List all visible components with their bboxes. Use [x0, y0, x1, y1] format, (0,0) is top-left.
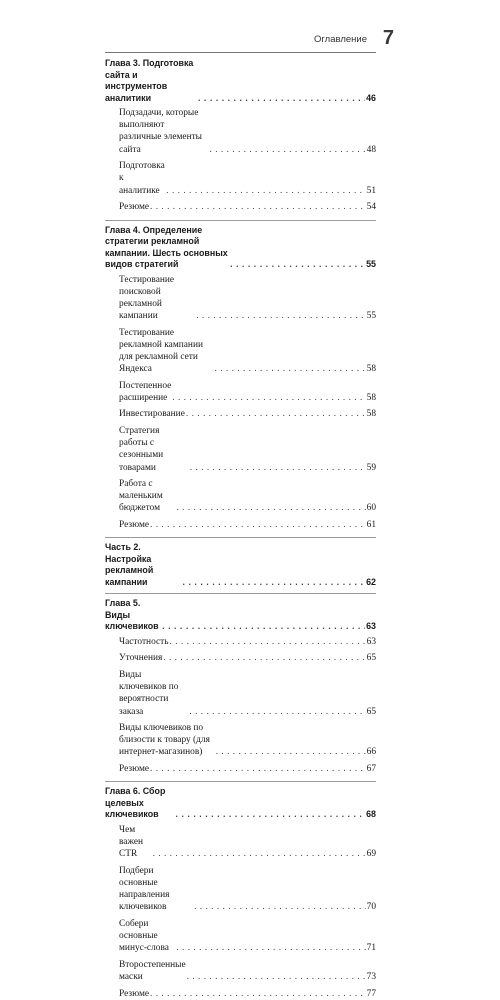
toc-item-title: Тестирование поисковой рекламной кампании — [119, 274, 175, 322]
toc-item — [105, 478, 376, 515]
leader-dots — [172, 392, 365, 404]
toc-item — [105, 274, 376, 323]
leader-dots — [176, 942, 365, 954]
toc-item — [105, 519, 376, 531]
leader-dots — [150, 201, 366, 213]
chapter-title: Глава 5. Виды ключевиков — [105, 598, 159, 632]
toc-item — [105, 201, 376, 213]
toc-item-title: Виды ключевиков по вероятности заказа — [119, 669, 179, 717]
chapter-heading — [105, 225, 376, 271]
toc-item — [105, 763, 376, 775]
toc-item-page: 61 — [366, 519, 376, 530]
toc-item-page: 60 — [366, 503, 376, 514]
toc-item-title: Резюме — [119, 988, 150, 999]
toc-chapter-4 — [105, 225, 376, 539]
chapter-title: Глава 4. Определение стратегии рекламной кампании. Шесть основных видов стратегий — [105, 224, 228, 270]
toc-item-title: Подготовка к аналитике — [119, 161, 165, 196]
toc-item-page: 70 — [366, 902, 376, 913]
toc-item — [105, 669, 376, 718]
leader-dots — [194, 901, 366, 913]
toc-item-page: 69 — [366, 849, 376, 860]
toc-chapter-3 — [105, 58, 376, 221]
leader-dots — [187, 971, 366, 983]
chapter-heading — [105, 58, 376, 104]
toc-item-page: 63 — [366, 636, 376, 647]
running-head-title: Оглавление — [314, 34, 367, 45]
leader-dots — [198, 93, 365, 105]
toc-item — [105, 636, 376, 648]
toc-item-title: Чем важен CTR — [119, 824, 143, 860]
chapter-page: 55 — [366, 259, 376, 270]
toc-item-title: Постепенное расширение — [119, 380, 172, 403]
toc-item-title: Тестирование рекламной кампании для рекламной сети Яндекса — [119, 327, 203, 375]
chapter-title: Глава 6. Сбор целевых ключевиков — [105, 786, 166, 820]
toc-item — [105, 425, 376, 474]
toc-item-title: Частотность — [119, 636, 169, 647]
chapter-page: 46 — [366, 92, 376, 103]
toc-item-title: Инвестирование — [119, 409, 185, 420]
toc-item-page: 48 — [366, 144, 376, 155]
leader-dots — [230, 259, 365, 271]
leader-dots — [150, 988, 366, 1000]
leader-dots — [183, 577, 366, 589]
leader-dots — [163, 652, 365, 664]
leader-dots — [216, 746, 366, 758]
leader-dots — [150, 763, 366, 775]
toc-item-page: 65 — [366, 706, 376, 717]
toc-item — [105, 408, 376, 420]
toc-item — [105, 380, 376, 404]
toc-item — [105, 652, 376, 664]
leader-dots — [170, 636, 366, 648]
toc-item — [105, 824, 376, 861]
leader-dots — [176, 502, 365, 514]
chapter-page: 63 — [366, 621, 376, 632]
toc-chapter-5 — [105, 598, 376, 782]
leader-dots — [210, 144, 366, 156]
part-title: Часть 2. Настройка рекламной кампании — [105, 542, 154, 587]
toc-item-page: 71 — [366, 943, 376, 954]
leader-dots — [176, 809, 366, 821]
leader-dots — [189, 706, 365, 718]
toc-item-page: 58 — [366, 392, 376, 403]
toc-item-title: Подбери основные направления ключевиков — [119, 865, 170, 913]
leader-dots — [162, 621, 365, 633]
chapter-heading — [105, 598, 376, 633]
toc-part-2 — [105, 542, 376, 594]
toc-item — [105, 918, 376, 955]
toc-item-title: Собери основные минус-слова — [119, 918, 169, 954]
toc-item-page: 77 — [366, 988, 376, 999]
toc-item-title: Подзадачи, которые выполняют различные элементы сайта — [119, 108, 202, 155]
leader-dots — [153, 848, 366, 860]
toc-item — [105, 722, 376, 759]
toc-item — [105, 865, 376, 914]
toc-item-page: 67 — [366, 763, 376, 774]
toc-item-title: Резюме — [119, 519, 150, 530]
chapter-page: 68 — [366, 809, 376, 820]
table-of-contents — [105, 58, 376, 1000]
leader-dots — [166, 185, 365, 197]
toc-item — [105, 327, 376, 376]
chapter-title: Глава 3. Подготовка сайта и инструментов аналитики — [105, 58, 194, 103]
leader-dots — [186, 408, 366, 420]
part-heading — [105, 542, 376, 588]
chapter-heading — [105, 786, 376, 821]
toc-item-title: Виды ключевиков по близости к товару (для интернет-магазинов) — [119, 723, 210, 758]
leader-dots — [190, 462, 366, 474]
toc-item-page: 59 — [366, 462, 376, 473]
toc-item-page: 51 — [366, 185, 376, 196]
toc-item-page: 58 — [366, 409, 376, 420]
page-number: 7 — [382, 27, 394, 49]
toc-item-title: Работа с маленьким бюджетом — [119, 479, 163, 514]
toc-item-title: Уточнения — [119, 653, 163, 664]
toc-item-page: 55 — [366, 311, 376, 322]
toc-chapter-6 — [105, 786, 376, 1000]
part-page: 62 — [366, 576, 376, 587]
leader-dots — [196, 310, 365, 322]
toc-item — [105, 107, 376, 156]
toc-item — [105, 988, 376, 1000]
toc-item-page: 73 — [366, 972, 376, 983]
toc-item — [105, 160, 376, 197]
leader-dots — [150, 519, 366, 531]
toc-item-page: 66 — [366, 747, 376, 758]
toc-item-page: 54 — [366, 202, 376, 213]
toc-item — [105, 959, 376, 983]
leader-dots — [215, 363, 366, 375]
header-rule — [105, 52, 376, 53]
toc-item-page: 65 — [366, 653, 376, 664]
toc-item-page: 58 — [366, 364, 376, 375]
toc-item-title: Резюме — [119, 202, 150, 213]
toc-item-title: Стратегия работы с сезонными товарами — [119, 425, 164, 473]
toc-item-title: Второстепенные маски — [119, 959, 186, 983]
toc-item-title: Резюме — [119, 763, 150, 774]
